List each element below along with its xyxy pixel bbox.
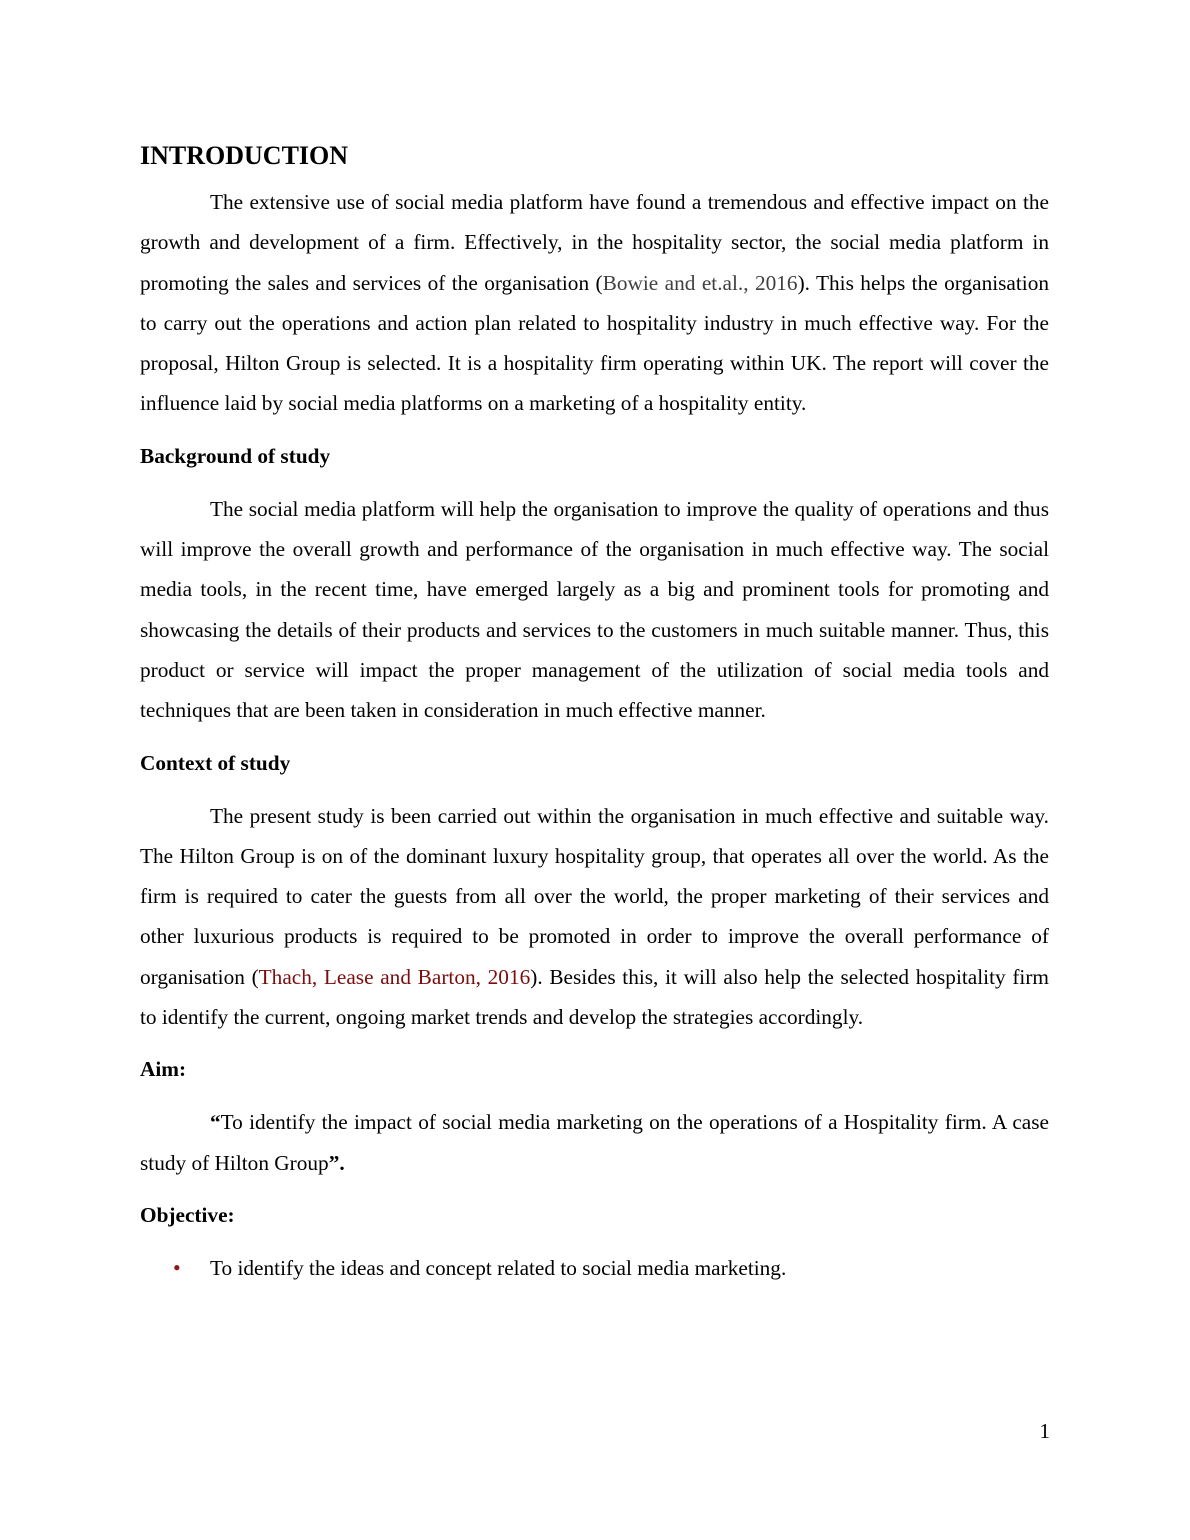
intro-text-end: ). This helps the organisation to carry out the operations and action plan related to hospitality industry in much effective way. For the proposal, Hilton Group is selected. It is a hospitality firm operating within UK. The report will cover the influence laid by social media platforms on a marketing of a hospitality entity. [140, 270, 1050, 416]
page-number: 1 [1039, 1419, 1050, 1443]
objective-heading: Objective: [140, 1202, 235, 1227]
aim-open-quote: “ [210, 1110, 221, 1135]
context-text-end: ). Besides this, it will also help the selected hospitality firm to identify the current, ongoing market trends and develop the strategies accordingly. [140, 964, 1049, 1030]
context-text-start: The present study is been carried out within the organisation in much effective and suitable way. The Hilton Group is on of the dominant luxury hospitality group, that operates all over the world. As the firm is required to cater the guests from all over the world, the proper marketing of their services and other luxurious products is required to be promoted in order to improve the overall performance of organisation ( [140, 803, 1049, 989]
section-heading-introduction: INTRODUCTION [140, 141, 349, 170]
bullet-icon: • [173, 1254, 181, 1280]
context-paragraph [140, 796, 1049, 1038]
aim-heading: Aim: [140, 1057, 187, 1082]
context-citation: Thach, Lease and Barton, 2016 [258, 964, 531, 989]
background-paragraph: The social media platform will help the organisation to improve the quality of operations and thus will improve the overall growth and performance of the organisation in much effective way. The social media tools, in the recent time, have emerged largely as a big and prominent tools for promoting and showcasing the details of their products and services to the customers in much suitable manner. Thus, this product or service will impact the proper management of the utilization of social media tools and techniques that are been taken in consideration in much effective manner. [140, 496, 1049, 723]
objective-item-text: To identify the ideas and concept related to social media marketing. [210, 1255, 787, 1280]
intro-paragraph [140, 182, 1049, 424]
list-item [140, 1248, 1049, 1288]
aim-close-quote: ”. [328, 1150, 345, 1175]
document-page [140, 138, 1049, 1288]
aim-text: To identify the impact of social media marketing on the operations of a Hospitality firm. A case study of Hilton Group [140, 1110, 1049, 1175]
aim-paragraph [140, 1102, 1049, 1183]
intro-text-start: The extensive use of social media platform have found a tremendous and effective impact on the growth and development of a firm. Effectively, in the hospitality sector, the social media platform in promoting the sales and services of the organisation ( [140, 190, 1049, 295]
background-heading: Background of study [140, 443, 331, 468]
context-heading: Context of study [140, 750, 291, 775]
objective-list [140, 1248, 1049, 1288]
intro-citation: Bowie and et.al., 2016 [602, 270, 798, 295]
